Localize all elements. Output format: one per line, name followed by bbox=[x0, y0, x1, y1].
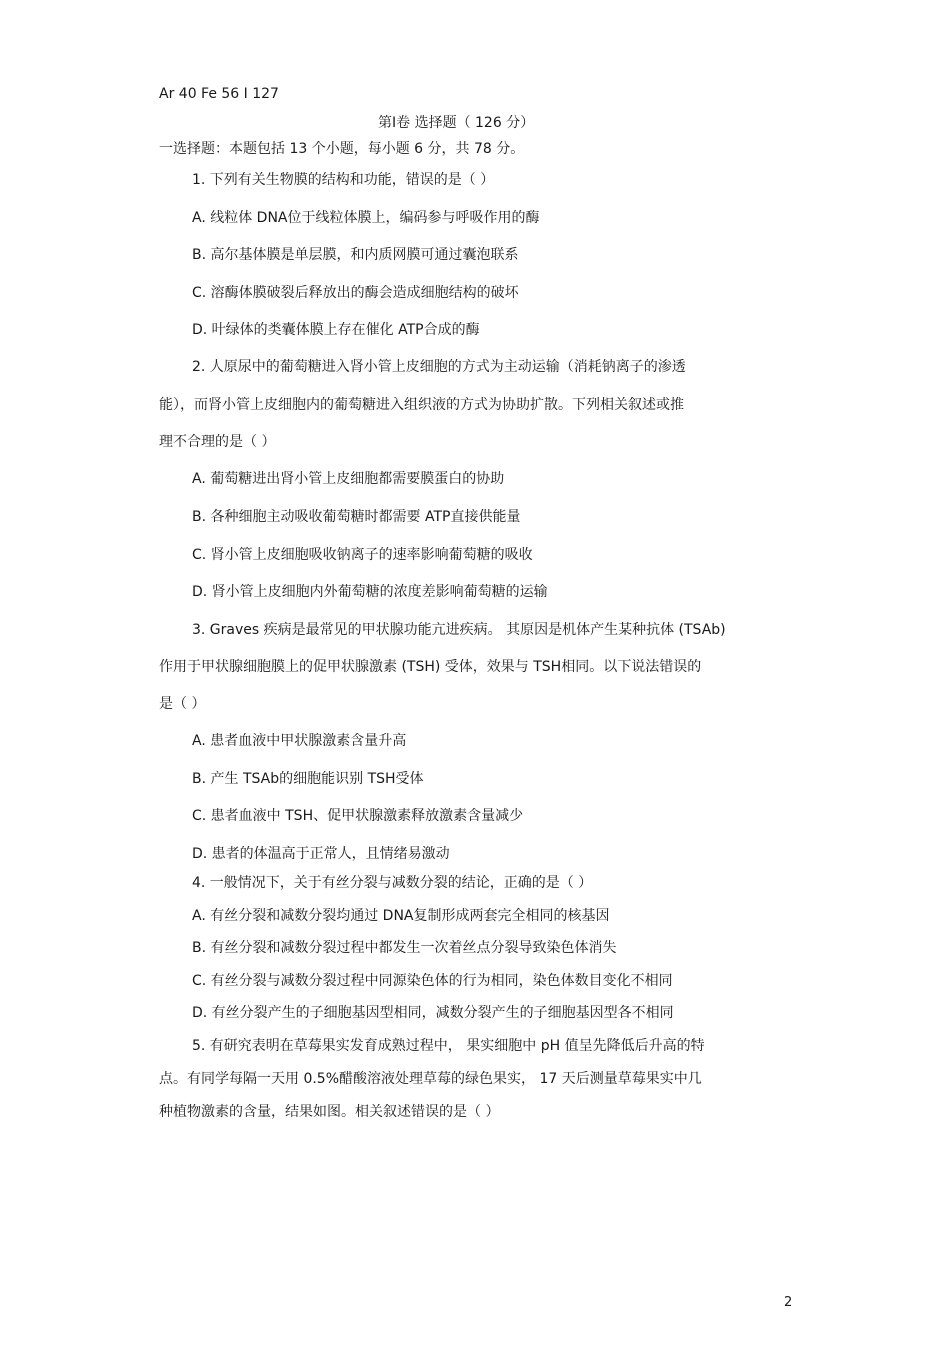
question-stem: 5. 有研究表明在草莓果实发育成熟过程中， 果实细胞中 pH 值呈先降低后升高的特 bbox=[192, 1038, 705, 1054]
option-a: A. 线粒体 DNA位于线粒体膜上，编码参与呼吸作用的酶 bbox=[192, 210, 540, 226]
question-stem: 4. 一般情况下，关于有丝分裂与减数分裂的结论，正确的是（ ） bbox=[192, 875, 593, 891]
option-d: D. 患者的体温高于正常人，且情绪易激动 bbox=[192, 846, 450, 862]
option-d: D. 肾小管上皮细胞内外葡萄糖的浓度差影响葡萄糖的运输 bbox=[192, 584, 548, 600]
option-c: C. 肾小管上皮细胞吸收钠离子的速率影响葡萄糖的吸收 bbox=[192, 547, 533, 563]
option-a: A. 患者血液中甲状腺激素含量升高 bbox=[192, 733, 407, 749]
question-stem-cont: 点。有同学每隔一天用 0.5%醋酸溶液处理草莓的绿色果实， 17 天后测量草莓果实中几 bbox=[159, 1071, 702, 1087]
question-stem-cont: 理不合理的是（ ） bbox=[159, 434, 276, 450]
option-c: C. 溶酶体膜破裂后释放出的酶会造成细胞结构的破坏 bbox=[192, 285, 519, 301]
question-stem: 2. 人原尿中的葡萄糖进入肾小管上皮细胞的方式为主动运输（消耗钠离子的渗透 bbox=[192, 359, 686, 375]
page-number: 2 bbox=[784, 1295, 793, 1310]
option-b: B. 有丝分裂和减数分裂过程中都发生一次着丝点分裂导致染色体消失 bbox=[192, 940, 617, 956]
question-stem: 1. 下列有关生物膜的结构和功能，错误的是（ ） bbox=[192, 172, 495, 188]
option-a: A. 有丝分裂和减数分裂均通过 DNA复制形成两套完全相同的核基因 bbox=[192, 908, 610, 924]
element-mass-line: Ar 40 Fe 56 I 127 bbox=[159, 86, 279, 102]
option-c: C. 有丝分裂与减数分裂过程中同源染色体的行为相同，染色体数目变化不相同 bbox=[192, 973, 673, 989]
section-intro: 一选择题：本题包括 13 个小题，每小题 6 分，共 78 分。 bbox=[159, 141, 525, 157]
question-stem-cont: 作用于甲状腺细胞膜上的促甲状腺激素 (TSH) 受体，效果与 TSH相同。以下说法错误的 bbox=[159, 659, 702, 675]
option-b: B. 高尔基体膜是单层膜，和内质网膜可通过囊泡联系 bbox=[192, 247, 519, 263]
option-d: D. 叶绿体的类囊体膜上存在催化 ATP合成的酶 bbox=[192, 322, 480, 338]
section-title: 第Ⅰ卷 选择题（ 126 分） bbox=[378, 115, 535, 131]
option-b: B. 产生 TSAb的细胞能识别 TSH受体 bbox=[192, 771, 424, 787]
option-b: B. 各种细胞主动吸收葡萄糖时都需要 ATP直接供能量 bbox=[192, 509, 521, 525]
question-stem: 3. Graves 疾病是最常见的甲状腺功能亢进疾病。 其原因是机体产生某种抗体 (TSAb) bbox=[192, 622, 726, 638]
question-stem-cont: 种植物激素的含量，结果如图。相关叙述错误的是（ ） bbox=[159, 1104, 500, 1120]
question-stem-cont: 能），而肾小管上皮细胞内的葡萄糖进入组织液的方式为协助扩散。下列相关叙述或推 bbox=[159, 397, 684, 413]
option-d: D. 有丝分裂产生的子细胞基因型相同，减数分裂产生的子细胞基因型各不相同 bbox=[192, 1005, 674, 1021]
option-a: A. 葡萄糖进出肾小管上皮细胞都需要膜蛋白的协助 bbox=[192, 471, 505, 487]
question-stem-cont: 是（ ） bbox=[159, 696, 206, 712]
option-c: C. 患者血液中 TSH、促甲状腺激素释放激素含量减少 bbox=[192, 808, 524, 824]
